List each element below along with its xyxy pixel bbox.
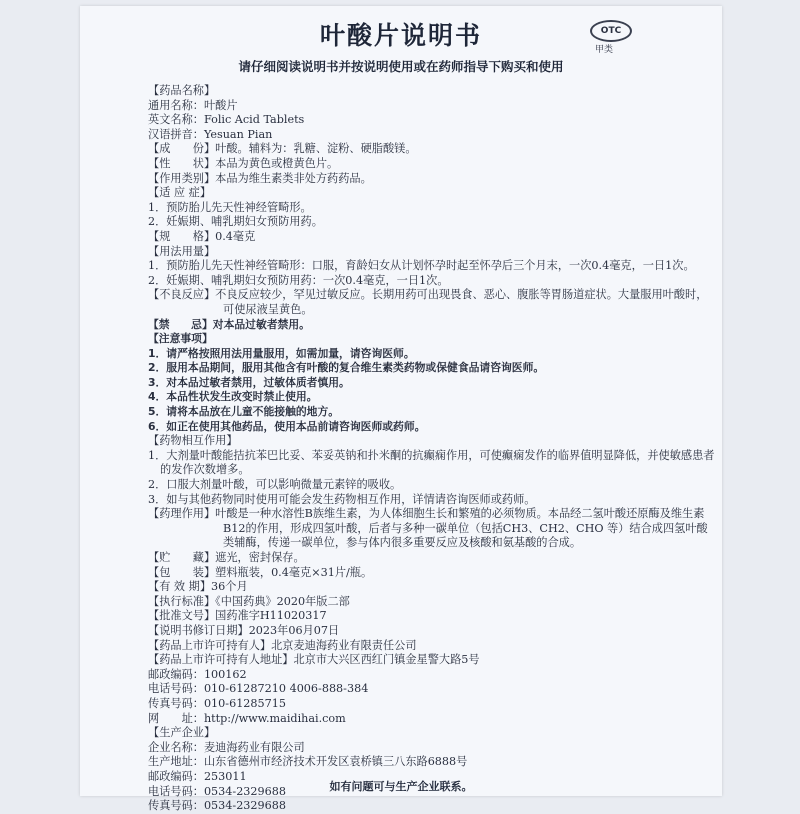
producer-address: 生产地址：山东省德州市经济技术开发区袁桥镇三八东路6888号 [148,755,468,769]
pinyin-name: 汉语拼音：Yesuan Pian [148,127,273,141]
revision-date: 【说明书修订日期】2023年06月07日 [148,623,340,637]
interactions-header: 【药物相互作用】 [148,434,238,448]
leaflet-sheet [80,6,722,813]
mah-postcode: 邮政编码：100162 [148,667,247,681]
otc-badge: OTC [590,20,632,42]
indication-item: 2．妊娠期、哺乳期妇女预防用药。 [148,215,323,229]
indication-item: 1．预防胎儿先天性神经管畸形。 [148,200,312,214]
standard: 【执行标准】《中国药典》2020年版二部 [148,594,350,608]
dosage-item: 2．妊娠期、哺乳期妇女预防用药：一次0.4毫克，一日1次。 [148,273,449,287]
drug-name-header: 【药品名称】 [148,84,216,97]
common-name: 通用名称：叶酸片 [148,98,238,112]
precaution-item: 1．请严格按照用法用量服用，如需加量，请咨询医师。 [148,346,415,360]
mah-phone: 电话号码：010-61287210 4006-888-384 [148,682,369,696]
validity: 【有 效 期】36个月 [148,580,248,594]
precaution-item: 4．本品性状发生改变时禁止使用。 [148,390,318,404]
category: 【作用类别】本品为维生素类非处方药药品。 [148,171,372,185]
otc-class-label: 甲类 [595,45,614,55]
interaction-item: 3．如与其他药物同时使用可能会发生药物相互作用，详情请咨询医师或药师。 [148,492,536,506]
precaution-item: 6．如正在使用其他药品，使用本品前请咨询医师或药师。 [148,419,426,433]
precaution-item: 3．对本品过敏者禁用，过敏体质者慎用。 [148,375,350,389]
producer-fax: 传真号码：0534-2329688 [148,799,287,813]
character: 【性 状】本品为黄色或橙黄色片。 [148,156,339,170]
dosage-item: 1．预防胎儿先天性神经管畸形：口服，育龄妇女从计划怀孕时起至怀孕后三个月末，一次0.4毫克，一日1次。 [148,259,695,273]
indications-header: 【适 应 症】 [148,186,212,200]
producer-postcode: 邮政编码：253011 [148,769,247,783]
mah-fax: 传真号码：010-61285715 [148,696,287,710]
storage: 【贮 藏】遮光，密封保存。 [148,551,305,564]
producer-name: 企业名称：麦迪海药业有限公司 [148,740,305,754]
contraindications: 【禁 忌】对本品过敏者禁用。 [148,317,310,331]
package: 【包 装】塑料瓶装，0.4毫克×31片/瓶。 [148,565,373,579]
document-title: 叶酸片说明书 [319,21,482,50]
precautions-header: 【注意事项】 [148,332,213,346]
dosage-header: 【用法用量】 [148,244,216,258]
mah-website: 网 址：http://www.maidihai.com [148,711,346,725]
precaution-item: 5．请将本品放在儿童不能接触的地方。 [148,405,340,419]
precaution-item: 2．服用本品期间，服用其他含有叶酸的复合维生素类药物或保健食品请咨询医师。 [148,361,545,375]
specification: 【规 格】0.4毫克 [148,229,256,243]
producer-phone: 电话号码：0534-2329688 [148,784,287,798]
footer-note: 如有问题可与生产企业联系。 [329,780,473,793]
producer-header: 【生产企业】 [148,726,216,740]
usage-notice: 请仔细阅读说明书并按说明使用或在药师指导下购买和使用 [238,59,564,74]
approval-number: 【批准文号】国药准字H11020317 [148,609,327,623]
mah-name: 【药品上市许可持有人】北京麦迪海药业有限责任公司 [148,638,417,652]
adverse-reactions: 【不良反应】不良反应较少，罕见过敏反应。长期用药可出现畏食、恶心、腹胀等胃肠道症状。大量服用叶酸时，可使尿液呈黄色。 [148,288,708,316]
english-name: 英文名称：Folic Acid Tablets [148,113,305,127]
leaflet-body [148,84,718,814]
pharmacology: 【药理作用】叶酸是一种水溶性B族维生素，为人体细胞生长和繁殖的必须物质。本品经二氢叶酸还原酶及维生素B12的作用，形成四氢叶酸，后者与多种一碳单位（包括CH3、CH2、CHO 等）结合成四氢叶酸类辅酶，传递一碳单位，参与体内很多重要反应及核酸和氨基酸的合成。 [148,507,708,550]
interaction-item: 1．大剂量叶酸能拮抗苯巴比妥、苯妥英钠和扑米酮的抗癫痫作用，可使癫痫发作的临界值明显降低，并使敏感患者的发作次数增多。 [148,448,715,477]
composition: 【成 份】叶酸。辅料为：乳糖、淀粉、硬脂酸镁。 [148,142,417,156]
mah-address: 【药品上市许可持有人地址】北京市大兴区西红门镇金星警大路5号 [148,653,480,667]
interaction-item: 2．口服大剂量叶酸，可以影响微量元素锌的吸收。 [148,478,402,492]
